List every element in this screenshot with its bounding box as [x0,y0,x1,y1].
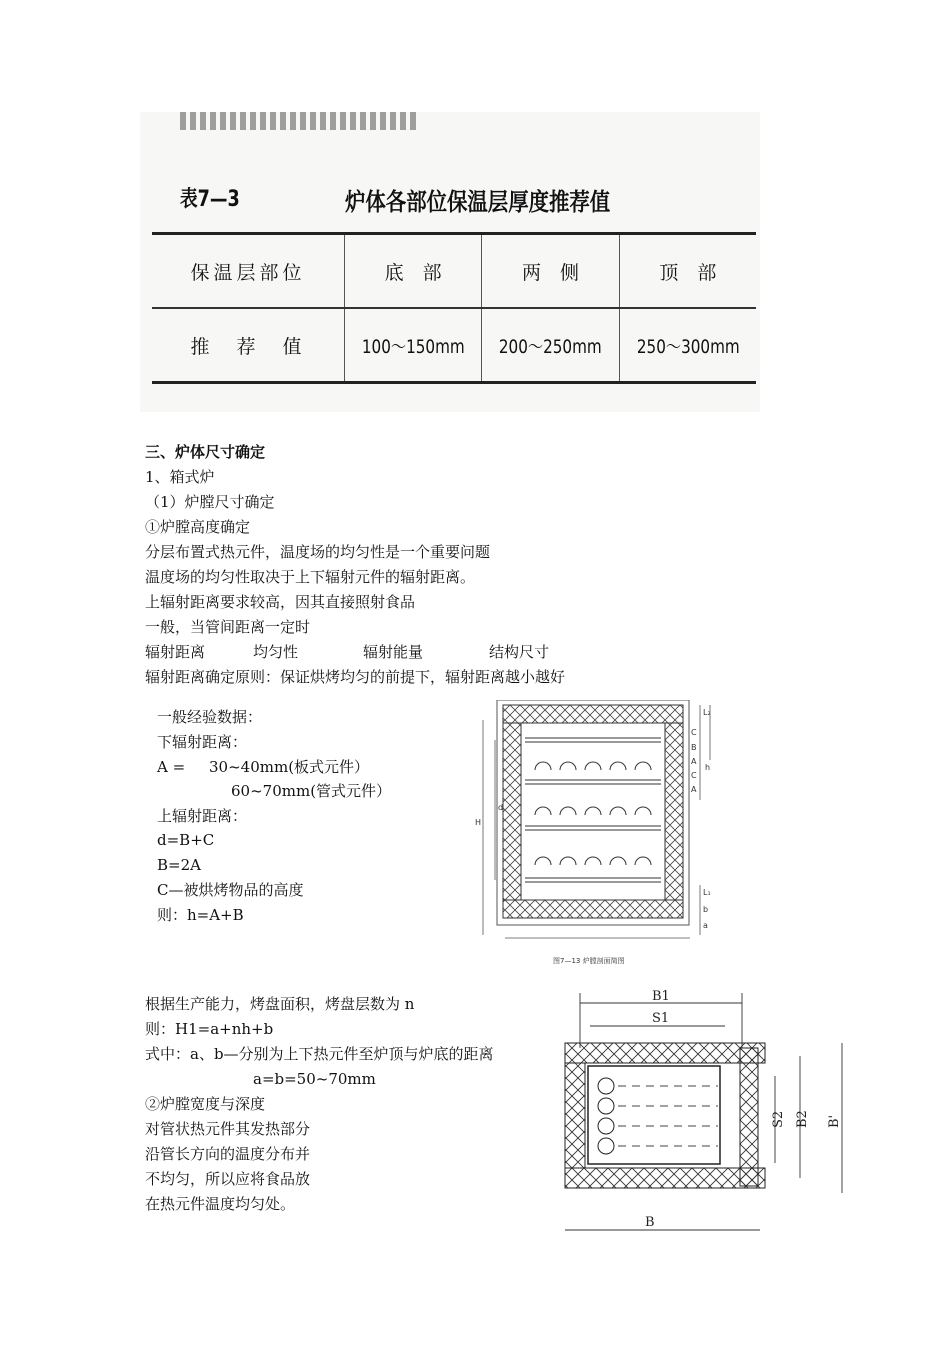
comparison-item: 均匀性 [253,643,299,661]
top-wall [503,705,683,723]
experience-line: 下辐射距离： [157,733,248,751]
text-line: 不均匀，所以应将食品放 [145,1170,311,1188]
figure-caption: 图7—13 炉膛剖面简图 [553,957,625,965]
dimension-label: A [691,757,697,766]
table-header-row [152,234,756,309]
dimension-label: a [703,921,708,930]
text-line: 根据生产能力，烤盘面积，烤盘层数为 n [145,995,415,1013]
table-cell: 推 荐 值 [190,335,306,358]
text-line: 对管状热元件其发热部分 [145,1120,311,1138]
text-line: 一般，当管间距离一定时 [145,618,311,636]
text-line: a=b=50~70mm [253,1070,376,1088]
left-wall [503,723,521,900]
comparison-row [145,640,549,665]
comparison-item: 辐射距离 [145,643,206,661]
table-header-cell: 保温层部位 [152,234,345,309]
text-line: 式中：a、b—分别为上下热元件至炉顶与炉底的距离 [145,1045,494,1063]
dimension-label: L₁ [703,888,711,897]
oven-plan-view-figure [560,988,860,1250]
table-header-cell: 底 部 [345,234,482,309]
text-line: 上辐射距离要求较高，因其直接照射食品 [145,593,416,611]
right-wall [665,723,683,900]
table-number: 表7—3 [180,187,240,212]
experience-line: 60~70mm(管式元件） [231,782,392,800]
insulation-thickness-table [152,232,756,384]
table-header-cell: 两 侧 [482,234,619,309]
table-cell: 200～250mm [482,308,619,383]
experience-line: 则：h=A+B [157,906,244,924]
heater-tubes-row [535,857,651,865]
table-cell: 100～150mm [345,308,482,383]
text-line: 则：H1=a+nh+b [145,1020,274,1038]
text-line: 沿管长方向的温度分布并 [145,1145,311,1163]
text-line: （1）炉膛尺寸确定 [145,493,275,511]
heater-tubes-row [535,807,651,815]
dimension-label: B' [827,1114,842,1128]
bottom-wall [503,900,683,918]
table-row [152,308,756,383]
text-line: 分层布置式热元件，温度场的均匀性是一个重要问题 [145,543,491,561]
dimension-label: B2 [795,1110,810,1128]
experience-line: B=2A [157,856,201,874]
section-heading: 三、炉体尺寸确定 [145,443,266,461]
cropped-heading-fragment [180,112,420,130]
dimension-label: B [691,743,697,752]
text-line: ②炉膛宽度与深度 [145,1095,266,1113]
dimension-label: h [705,763,711,772]
table-cell: 250～300mm [619,308,756,383]
dimension-label: b [703,905,709,914]
dimension-label: B1 [652,989,670,1004]
outer-shell [497,700,689,925]
dimension-label: B [645,1215,655,1230]
principle-line: 辐射距离确定原则：保证烘烤均匀的前提下，辐射距离越小越好 [145,668,566,686]
baking-tray [588,1066,720,1164]
table-title: 炉体各部位保温层厚度推荐值 [345,188,611,216]
dimension-label: C [691,728,697,737]
left-wall [565,1063,585,1168]
right-wall [740,1048,758,1186]
text-line: 在热元件温度均匀处。 [145,1195,296,1213]
dimension-label: H [475,818,482,827]
dimension-label: A [691,785,697,794]
experience-line: A = 30~40mm(板式元件） [157,758,370,776]
rear-wall [565,1043,765,1063]
comparison-item: 辐射能量 [363,643,424,661]
heater-tubes-row [535,762,651,770]
dimension-label: S1 [652,1011,670,1026]
dimension-label: C [691,771,697,780]
text-line: 温度场的均匀性取决于上下辐射元件的辐射距离。 [145,568,476,586]
dimension-label: L₂ [703,708,711,717]
oven-cross-section-figure [475,700,720,970]
experience-line: 一般经验数据： [157,708,263,726]
experience-line: C—被烘烤物品的高度 [157,881,304,899]
dimension-label: d [498,803,504,812]
text-line: 1、箱式炉 [145,468,215,486]
dimension-label: S2 [771,1110,786,1128]
comparison-item: 结构尺寸 [489,643,550,661]
experience-line: 上辐射距离： [157,807,248,825]
text-line: ①炉膛高度确定 [145,518,251,536]
experience-line: d=B+C [157,831,215,849]
scanned-table-image [140,112,760,412]
table-header-cell: 顶 部 [619,234,756,309]
front-wall [565,1168,765,1188]
